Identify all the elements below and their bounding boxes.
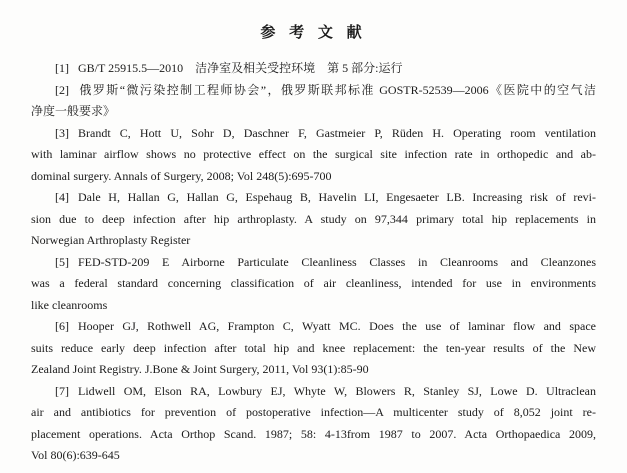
- reference-line: air and antibiotics for prevention of postoperative infection—A multicenter study of 8,052 joint re-: [31, 405, 596, 419]
- reference-line: 净度一般要求》: [31, 104, 116, 118]
- reference-line: Norwegian Arthroplasty Register: [31, 233, 191, 247]
- reference-number: [2]: [55, 82, 69, 97]
- reference-number: [7]: [55, 383, 69, 398]
- reference-item: [31, 123, 596, 188]
- reference-line: [6] Hooper GJ, Rothwell AG, Frampton C, Wyatt MC. Does the use of laminar flow and space: [55, 319, 596, 333]
- page-title: 参 考 文 献: [260, 25, 367, 41]
- reference-line: [5] FED-STD-209 E Airborne Particulate Cleanliness Classes in Cleanrooms and Cleanzones: [55, 254, 596, 269]
- reference-line: like cleanrooms: [31, 297, 108, 312]
- reference-line: dominal surgery. Annals of Surgery, 2008; Vol 248(5):695-700: [31, 168, 332, 183]
- reference-line: [1] GB/T 25915.5—2010 洁净室及相关受控环境 第 5 部分:运行: [55, 61, 403, 75]
- reference-list: [31, 58, 596, 467]
- reference-item: [31, 316, 596, 381]
- reference-line: [2] 俄罗斯“微污染控制工程师协会”，俄罗斯联邦标准 GOSTR-52539—2006《医院中的空气洁: [55, 82, 596, 97]
- reference-line: was a federal standard concerning classification of air cleanliness, intended for use in environments: [31, 276, 596, 290]
- reference-number: [6]: [55, 319, 69, 333]
- reference-line: sion due to deep infection after hip arthroplasty. A study on 97,344 primary total hip replacements in: [31, 211, 596, 226]
- reference-number: [3]: [55, 125, 69, 140]
- reference-item: [31, 381, 596, 467]
- reference-item: [31, 252, 596, 317]
- reference-line: [3] Brandt C, Hott U, Sohr D, Daschner F, Gastmeier P, Rüden H. Operating room ventilation: [55, 125, 596, 140]
- reference-item: [31, 187, 596, 252]
- reference-line: [7] Lidwell OM, Elson RA, Lowbury EJ, Whyte W, Blowers R, Stanley SJ, Lowe D. Ultraclean: [55, 383, 596, 398]
- reference-number: [5]: [55, 254, 69, 269]
- reference-line: Zealand Joint Registry. J.Bone & Joint Surgery, 2011, Vol 93(1):85-90: [31, 362, 369, 376]
- reference-line: [4] Dale H, Hallan G, Hallan G, Espehaug B, Havelin LI, Engesaeter LB. Increasing risk of revi-: [55, 190, 596, 204]
- reference-number: [4]: [55, 190, 69, 204]
- reference-item: [31, 58, 596, 80]
- reference-number: [1]: [55, 61, 69, 75]
- reference-line: with laminar airflow shows no protective effect on the surgical site infection rate in orthopedic and ab-: [31, 147, 596, 161]
- reference-item: [31, 80, 596, 123]
- reference-line: Vol 80(6):639-645: [31, 448, 120, 462]
- reference-line: suits reduce early deep infection after total hip and knee replacement: the ten-year results of the New: [31, 340, 596, 355]
- reference-line: placement operations. Acta Orthop Scand. 1987; 58: 4-13from 1987 to 2007. Acta Orthopaedica 2009,: [31, 426, 596, 441]
